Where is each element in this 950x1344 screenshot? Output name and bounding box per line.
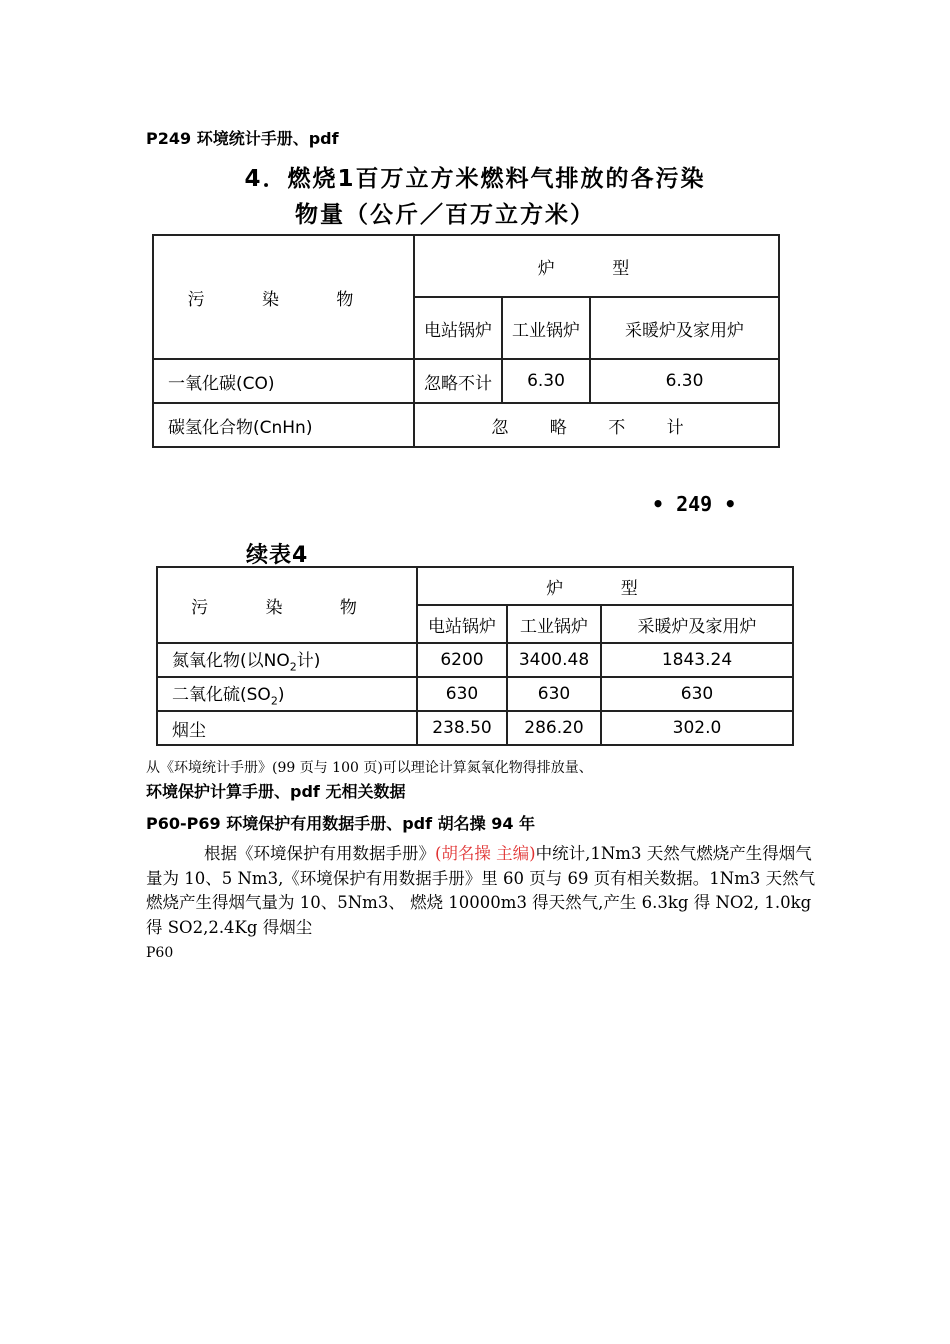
column-header: 电站锅炉 xyxy=(417,605,507,643)
table-cell: 630 xyxy=(601,677,793,711)
row-label xyxy=(157,643,417,677)
table-cell: 6.30 xyxy=(502,359,590,403)
table-row xyxy=(157,711,793,745)
table-cell: 忽略不计 xyxy=(414,359,502,403)
table-cell: 6.30 xyxy=(590,359,779,403)
table-row xyxy=(153,403,779,447)
emissions-table-1 xyxy=(152,234,780,448)
body-paragraph xyxy=(146,842,818,940)
table-cell: 1843.24 xyxy=(601,643,793,677)
table-cell: 302.0 xyxy=(601,711,793,745)
paragraph-part2: 中统计,1Nm3 天然气燃烧产生得烟气量为 10、5 Nm3,《环境保护有用数据手册》里 60 页与 69 页有相关数据。1Nm3 天然气燃烧产生得烟气量为 10、5Nm3、 燃烧 10000m3 得天然气,产生 6.3kg 得 NO2, 1.0kg 得 SO2,2.4Kg 得烟尘 xyxy=(146,844,816,937)
furnace-type-header: 炉 型 xyxy=(417,567,793,605)
furnace-type-header: 炉 型 xyxy=(414,235,779,297)
table-cell: 630 xyxy=(417,677,507,711)
paragraph-part1: 根据《环境保护有用数据手册》 xyxy=(204,844,435,863)
table-row xyxy=(157,643,793,677)
heading-p60-p69: P60-P69 环境保护有用数据手册、pdf 胡名操 94 年 xyxy=(146,814,536,833)
continued-table-title: 续表4 xyxy=(246,543,309,568)
column-header: 采暖炉及家用炉 xyxy=(601,605,793,643)
column-header: 采暖炉及家用炉 xyxy=(590,297,779,359)
row-label-main: 二氧化硫(SO xyxy=(172,685,271,706)
row-label-tail: ) xyxy=(305,417,313,438)
paragraph-editor-note: (胡名操 主编) xyxy=(435,844,536,863)
table-row xyxy=(153,359,779,403)
row-label xyxy=(157,677,417,711)
heading-calc-manual: 环境保护计算手册、pdf 无相关数据 xyxy=(146,782,406,801)
pollutant-header: 污 染 物 xyxy=(153,235,414,359)
page-number: • 249 • xyxy=(652,492,737,516)
table-cell: 3400.48 xyxy=(507,643,601,677)
row-label: 烟尘 xyxy=(157,711,417,745)
table-cell: 286.20 xyxy=(507,711,601,745)
row-label-subscript: 2 xyxy=(270,694,278,708)
scan-title-line2: 物量（公斤／百万立方米） xyxy=(295,202,595,228)
row-label-main: 碳氢化合物(CnHn xyxy=(168,417,306,438)
column-header: 工业锅炉 xyxy=(502,297,590,359)
table-row xyxy=(157,677,793,711)
table-cell: 238.50 xyxy=(417,711,507,745)
source-note: 从《环境统计手册》(99 页与 100 页)可以理论计算氮氧化物得排放量、 xyxy=(146,760,593,776)
heading-p249: P249 环境统计手册、pdf xyxy=(146,129,339,148)
row-label-subscript: 2 xyxy=(289,660,297,674)
table-cell: 6200 xyxy=(417,643,507,677)
page-reference: P60 xyxy=(146,945,174,961)
pollutant-header: 污 染 物 xyxy=(157,567,417,643)
row-label xyxy=(153,403,414,447)
emissions-table-2 xyxy=(156,566,794,746)
column-header: 工业锅炉 xyxy=(507,605,601,643)
column-header: 电站锅炉 xyxy=(414,297,502,359)
row-label-tail: 计) xyxy=(296,651,321,672)
merged-cell: 忽 略 不 计 xyxy=(414,403,779,447)
row-label-main: 氮氧化物(以NO xyxy=(172,651,290,672)
row-label: 一氧化碳(CO) xyxy=(153,359,414,403)
table-cell: 630 xyxy=(507,677,601,711)
row-label-tail: ) xyxy=(277,685,285,706)
scan-title-line1: 4．燃烧1百万立方米燃料气排放的各污染 xyxy=(244,166,706,192)
